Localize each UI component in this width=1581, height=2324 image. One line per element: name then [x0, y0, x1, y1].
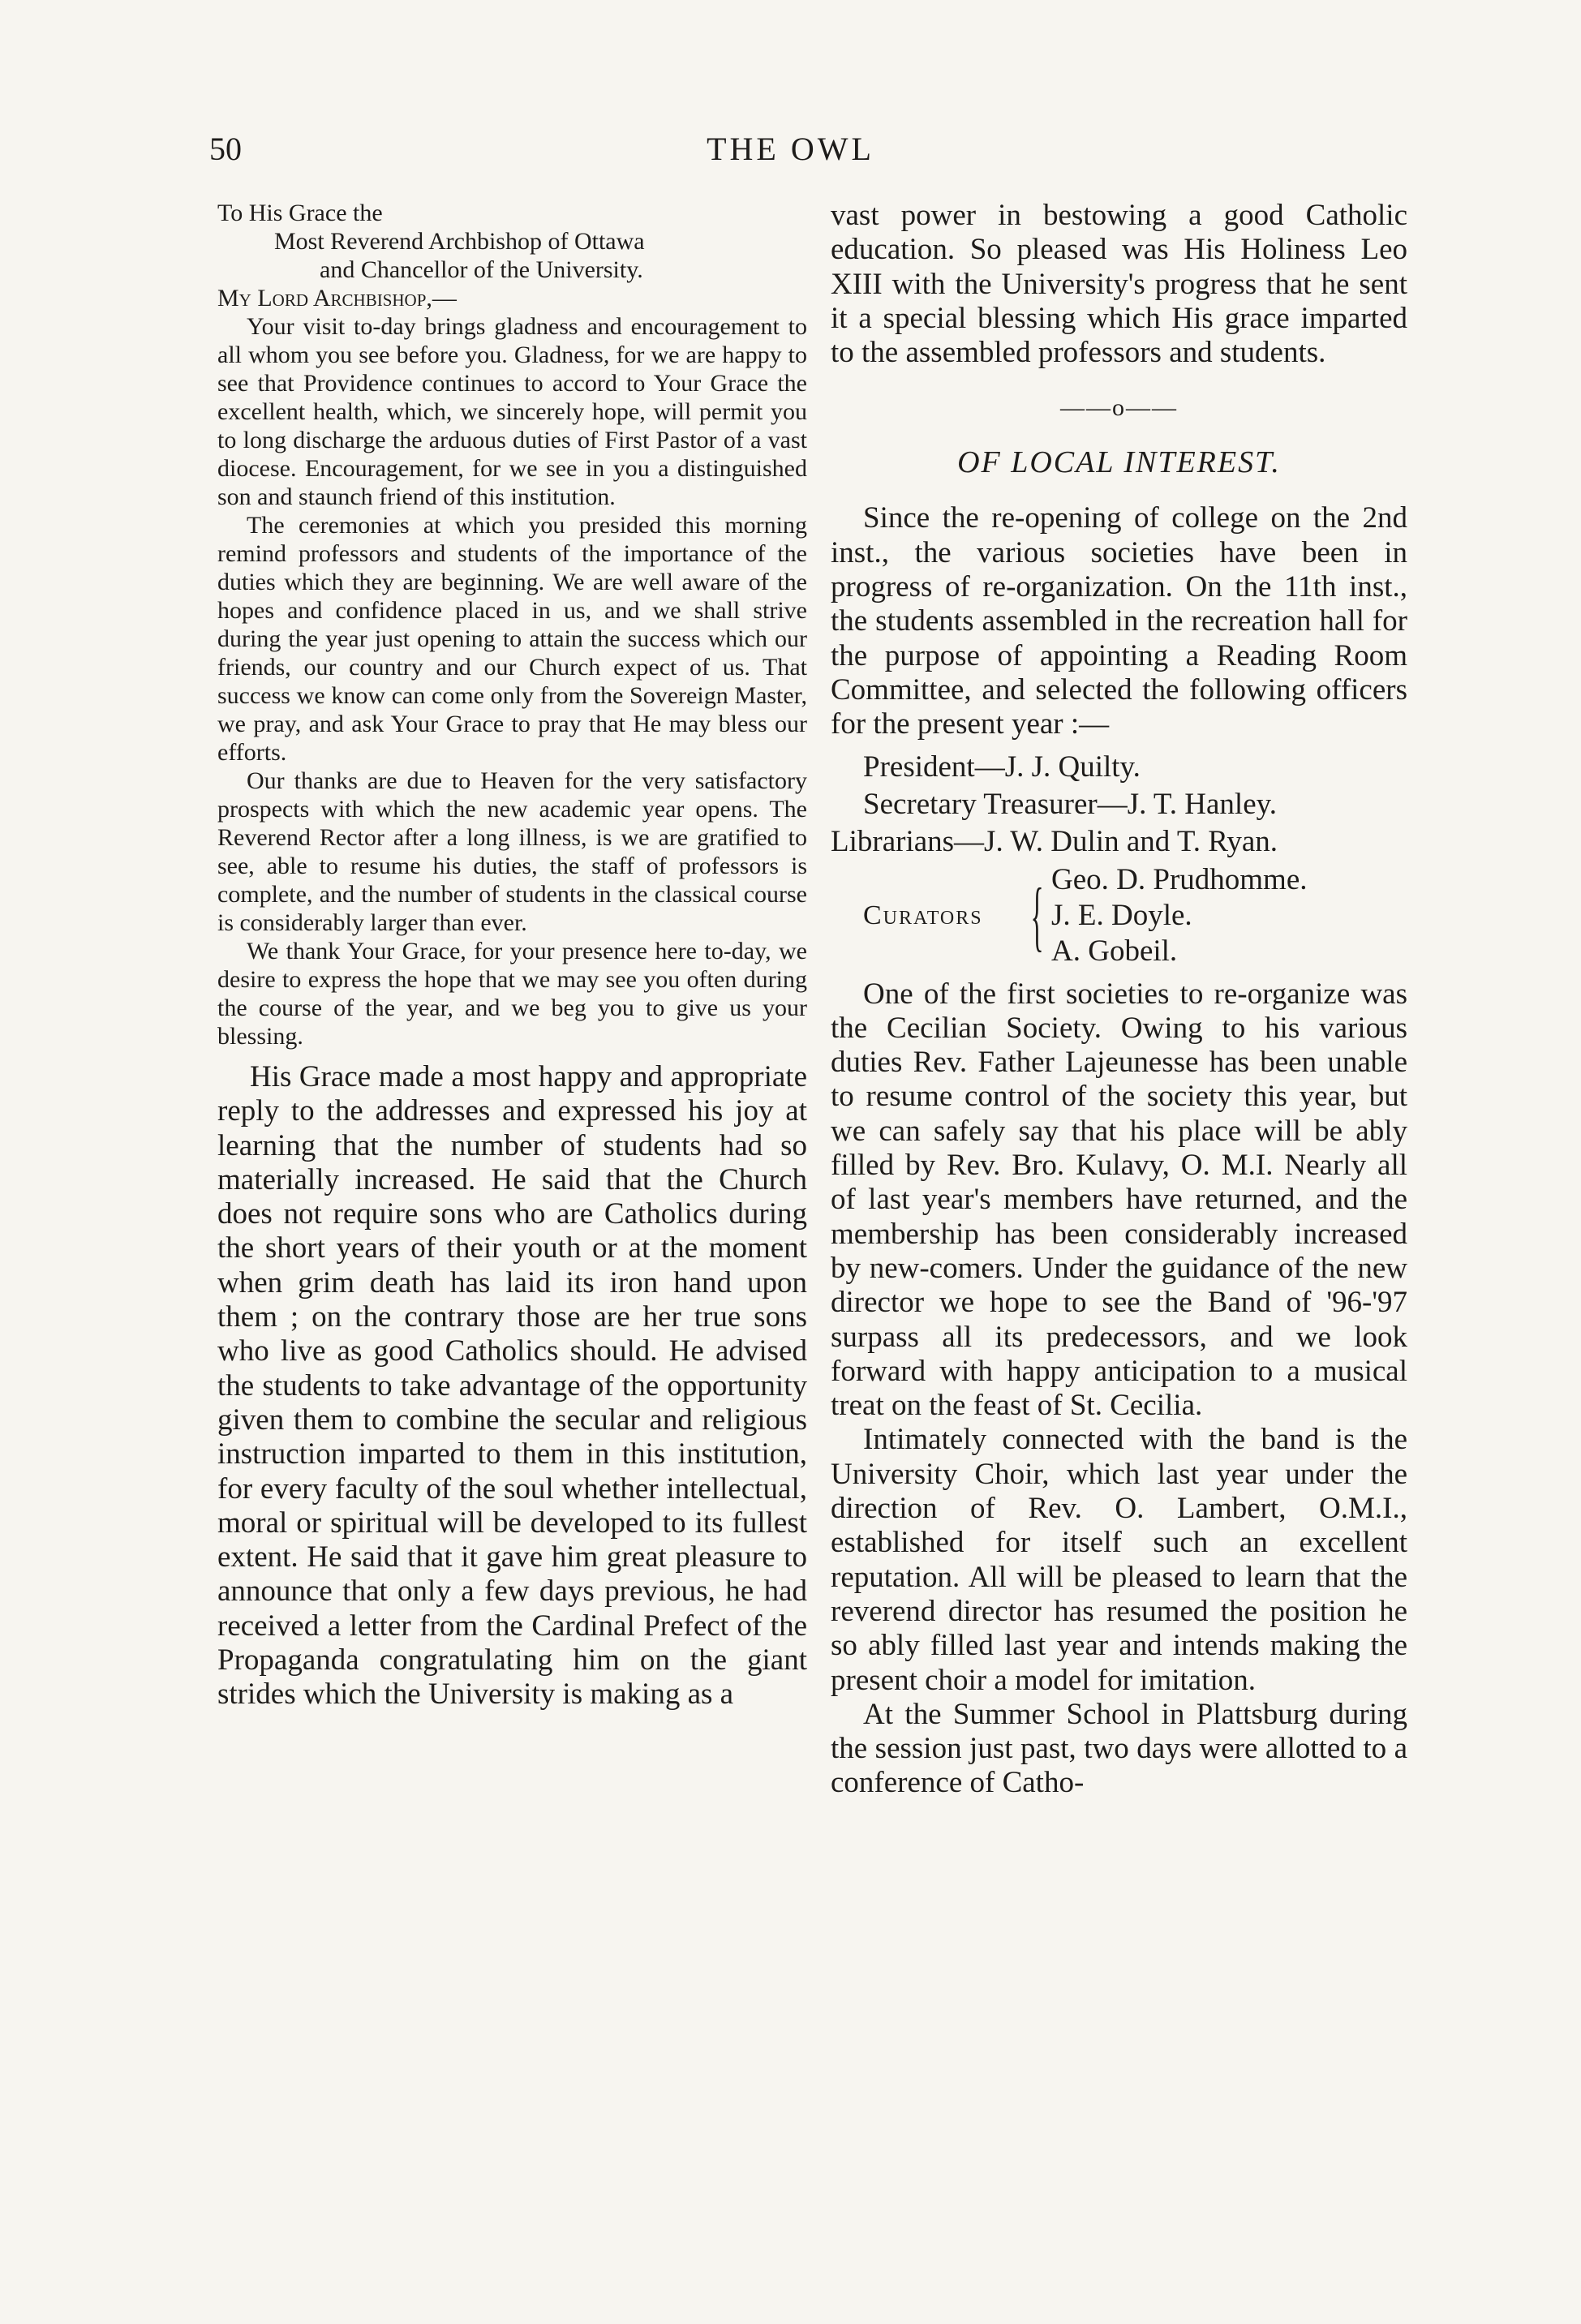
address-greeting: My Lord Archbishop,—	[217, 285, 457, 311]
section-title: OF LOCAL INTEREST.	[957, 445, 1281, 480]
local-paragraph: Intimately connected with the band is the University Choir, which last year under the direction of Rev. O. Lambert, O.M.I., established for itself such an excellent reputation. All will be pleased to learn that the reverend director has resumed the position he so ably filled last year and intends making the present choir a model for imitation.	[831, 1423, 1407, 1697]
curly-brace-icon: {	[1030, 871, 1044, 959]
curators-label: Curators	[863, 900, 983, 930]
section-divider: ——o——	[1060, 394, 1178, 422]
right-column	[831, 199, 1407, 1801]
address-paragraph: Our thanks are due to Heaven for the very satisfactory prospects with which the new academic year opens. The Reverend Rector after a long illness, is we are gratified to see, able to resume his duties, the staff of professors is complete, and the number of students in the classical course is considerably larger than ever.	[217, 767, 807, 936]
address-block	[217, 199, 807, 1050]
continuation-text	[831, 199, 1407, 370]
curator-name: A. Gobeil.	[1051, 934, 1178, 968]
address-salutation-line: and Chancellor of the University.	[320, 256, 643, 283]
continuation-paragraph: vast power in bestowing a good Catholic education. So pleased was His Holiness Leo XIII with the University's progress that he sent it a special blessing which His grace imparted to the assembled professors and students.	[831, 199, 1407, 370]
reply-paragraph: His Grace made a most happy and appropriate reply to the addresses and expressed his joy at learning that the number of students had so materially increased. He said that the Church does not require sons who are Catholics during the short years of their youth or at the moment when grim death has laid its iron hand upon them ; on the contrary those are her true sons who live as good Catholics should. He advised the students to take advantage of the opportunity given them to combine the secular and religious instruction imparted to them in this institution, for every faculty of the soul whether intellectual, moral or spiritual will be developed to its fullest extent. He said that it gave him great pleasure to announce that only a few days previous, he had received a letter from the Cardinal Prefect of the Propaganda congratulating him on the giant strides which the University is making as a	[217, 1060, 807, 1712]
address-paragraph: The ceremonies at which you presided this morning remind professors and students of the importance of the duties which they are beginning. We are well aware of the hopes and confidence placed in us, and we shall strive during the year just opening to attain the success which our friends, our country and our Church expect of us. That success we know can come only from the Sovereign Master, we pray, and ask Your Grace to pray that He may bless our efforts.	[217, 512, 807, 766]
intro-text	[831, 501, 1407, 741]
local-paragraph: One of the first societies to re-organize was the Cecilian Society. Owing to his various duties Rev. Father Lajeunesse has been unable to resume control of the society this year, but we can safely say that his place will be ably filled by Rev. Bro. Kulavy, O. M.I. Nearly all of last year's members have returned, and the membership has been considerably increased by new-comers. Under the guidance of the new director we hope to see the Band of '96-'97 surpass all its predecessors, and we look forward with happy anticipation to a musical treat on the feast of St. Cecilia.	[831, 977, 1407, 1423]
curator-name: Geo. D. Prudhomme.	[1051, 862, 1308, 896]
local-interest-text	[831, 977, 1407, 1801]
officer-president: President—J. J. Quilty.	[863, 750, 1141, 784]
curators-names	[1051, 862, 1308, 969]
officer-secretary: Secretary Treasurer—J. T. Hanley.	[863, 787, 1277, 821]
address-paragraph: Your visit to-day brings gladness and encouragement to all whom you see before you. Gladness, for we are happy to see that Providence continues to accord to Your Grace the excellent health, which, we sincerely hope, will permit you to long discharge the arduous duties of First Pastor of a vast diocese. Encouragement, for we see in you a distinguished son and staunch friend of this institution.	[217, 313, 807, 510]
running-title: THE OWL	[707, 131, 874, 167]
address-salutation-line: Most Reverend Archbishop of Ottawa	[274, 228, 645, 255]
left-column	[217, 199, 807, 1712]
address-paragraph: We thank Your Grace, for your presence here to-day, we desire to express the hope that we may see you often during the course of the year, and we beg you to give us your blessing.	[217, 938, 807, 1050]
reply-text	[217, 1060, 807, 1712]
officer-librarians: Librarians—J. W. Dulin and T. Ryan.	[831, 824, 1278, 858]
curator-name: J. E. Doyle.	[1051, 898, 1192, 932]
page-number: 50	[209, 131, 242, 167]
curators-group	[831, 862, 1407, 969]
local-paragraph: At the Summer School in Plattsburg during the session just past, two days were allotted to a conference of Catho-	[831, 1697, 1407, 1800]
officers-list	[831, 749, 1407, 969]
address-salutation-line: To His Grace the	[217, 200, 383, 226]
intro-paragraph: Since the re-opening of college on the 2nd inst., the various societies have been in progress of re-organization. On the 11th inst., the students assembled in the recreation hall for the purpose of appointing a Reading Room Committee, and selected the following officers for the present year :—	[831, 501, 1407, 741]
